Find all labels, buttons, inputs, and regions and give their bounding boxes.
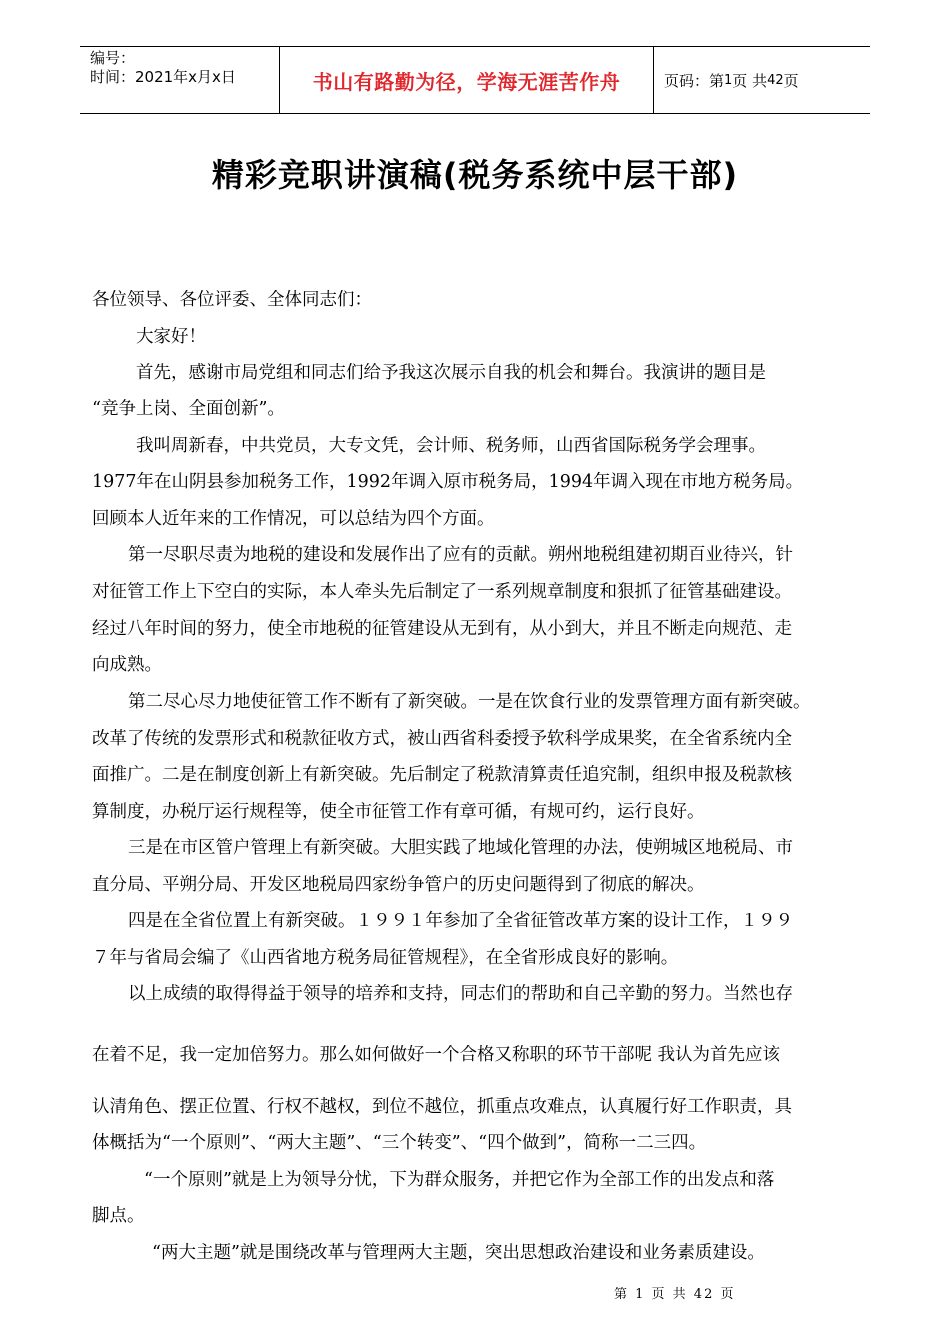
body-line: 对征管工作上下空白的实际，本人牵头先后制定了一系列规章制度和狠抓了征管基础建设。 (92, 582, 792, 602)
serial-label: 编号： (90, 49, 136, 67)
body-line: 算制度，办税厅运行规程等，使全市征管工作有章可循，有规可约，运行良好。 (92, 802, 705, 822)
body-line: 四是在全省位置上有新突破。１９９１年参加了全省征管改革方案的设计工作，１９９ (128, 911, 793, 931)
body-line: 向成熟。 (92, 655, 162, 675)
body-line: 回顾本人近年来的工作情况，可以总结为四个方面。 (92, 509, 495, 529)
page-header (80, 46, 870, 114)
document-title: 精彩竞职讲演稿(税务系统中层干部) (211, 156, 739, 194)
body-line: 经过八年时间的努力，使全市地税的征管建设从无到有，从小到大，并且不断走向规范、走 (92, 619, 792, 639)
body-line: 认清角色、摆正位置、行权不越权，到位不越位，抓重点攻难点，认真履行好工作职责，具 (92, 1097, 792, 1117)
page-number: 1 (724, 72, 733, 88)
body-line: 在着不足，我一定加倍努力。那么如何做好一个合格又称职的环节干部呢 我认为首先应该 (92, 1045, 781, 1065)
header-meta-cell (80, 47, 280, 113)
body-line: 第一尽职尽责为地税的建设和发展作出了应有的贡献。朔州地税组建初期百业待兴，针 (128, 545, 793, 565)
greeting: 大家好！ (136, 327, 206, 347)
body-line: 体概括为“一个原则”、“两大主题”、“三个转变”、“四个做到”，简称一二三四。 (92, 1133, 707, 1153)
body-line: “一个原则”就是上为领导分忧，下为群众服务，并把它作为全部工作的出发点和落 (144, 1170, 775, 1190)
page-prefix: 页码：第 (664, 71, 725, 90)
body-line: 直分局、平朔分局、开发区地税局四家纷争管户的历史问题得到了彻底的解决。 (92, 875, 705, 895)
page-suffix: 页 (783, 71, 799, 90)
page-footer: 第 1 页 共 42 页 (614, 1287, 736, 1302)
motto-text: 书山有路勤为径，学海无涯苦作舟 (312, 69, 621, 94)
body-line: “竞争上岗、全面创新”。 (92, 399, 285, 419)
body-line: 面推广。二是在制度创新上有新突破。先后制定了税款清算责任追究制，组织申报及税款核 (92, 765, 792, 785)
body-line: 脚点。 (92, 1206, 145, 1226)
body-line: 1977年在山阴县参加税务工作，1992年调入原市税务局，1994年调入现在市地方税务局。 (92, 472, 804, 492)
header-page-cell (654, 47, 870, 113)
body-line: 改革了传统的发票形式和税款征收方式，被山西省科委授予软科学成果奖，在全省系统内全 (92, 729, 792, 749)
body-line: “两大主题”就是围绕改革与管理两大主题，突出思想政治建设和业务素质建设。 (152, 1243, 765, 1263)
header-motto-cell (280, 47, 654, 113)
time-label: 时间：2021年x月x日 (90, 68, 236, 86)
body-line: 以上成绩的取得得益于领导的培养和支持，同志们的帮助和自己辛勤的努力。当然也存 (128, 984, 793, 1004)
body-line: 三是在市区管户管理上有新突破。大胆实践了地域化管理的办法，使朔城区地税局、市 (128, 838, 793, 858)
salutation: 各位领导、各位评委、全体同志们： (92, 290, 372, 310)
body-line: 首先，感谢市局党组和同志们给予我这次展示自我的机会和舞台。我演讲的题目是 (136, 363, 766, 383)
page-mid: 页 共 (732, 71, 768, 90)
body-line: 我叫周新春，中共党员，大专文凭，会计师、税务师，山西省国际税务学会理事。 (136, 436, 766, 456)
body-line: 第二尽心尽力地使征管工作不断有了新突破。一是在饮食行业的发票管理方面有新突破。 (128, 692, 811, 712)
body-line: ７年与省局会编了《山西省地方税务局征管规程》，在全省形成良好的影响。 (92, 948, 679, 968)
page-total: 42 (767, 72, 784, 88)
